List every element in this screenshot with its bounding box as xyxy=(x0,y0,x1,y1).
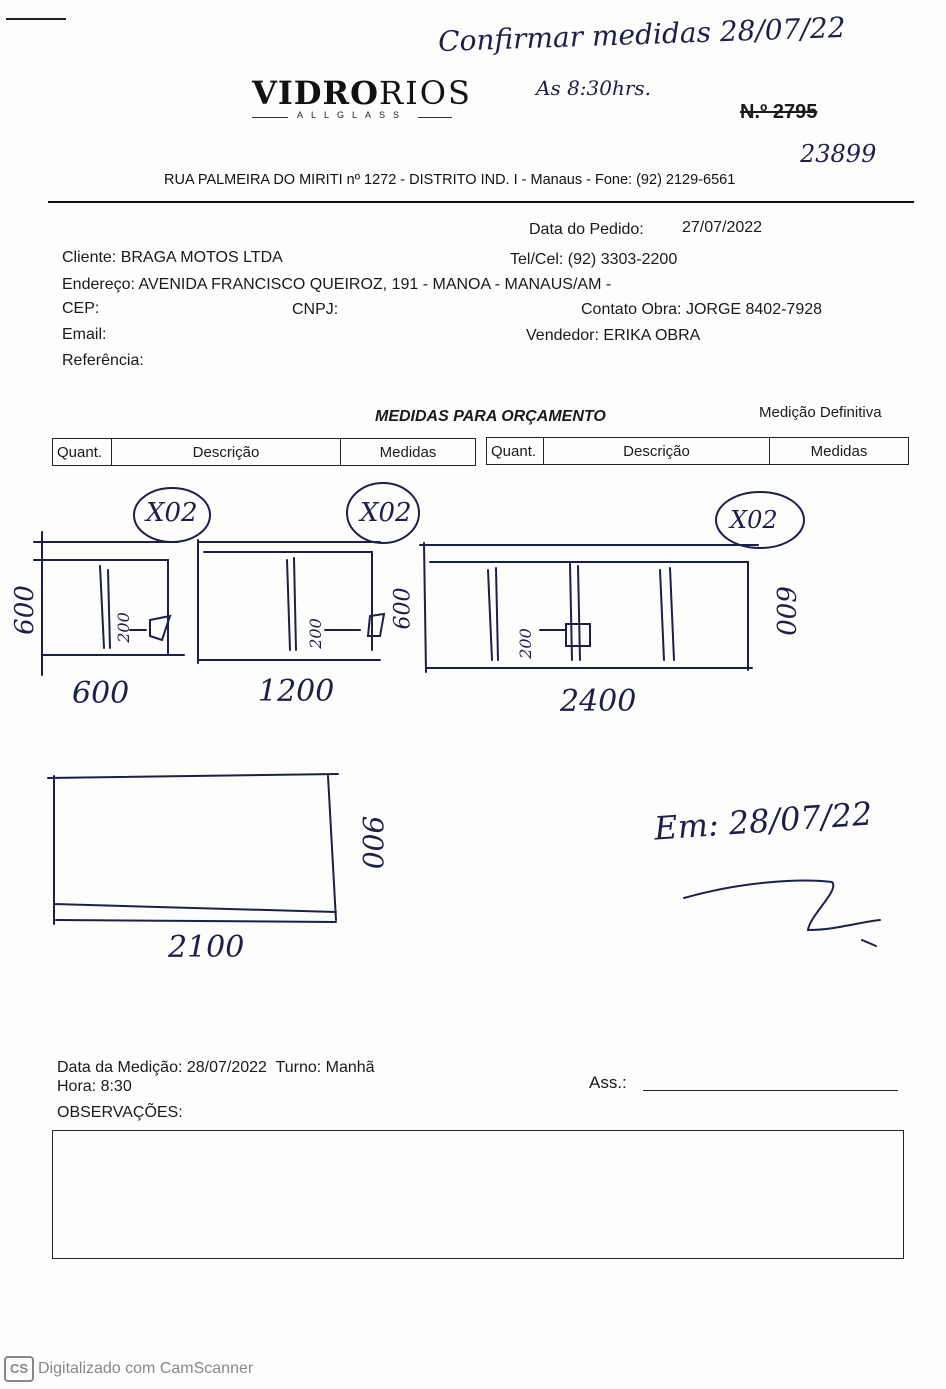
sketch1-sub: 200 xyxy=(113,612,133,643)
observations-box[interactable] xyxy=(52,1130,904,1259)
site-contact: Contato Obra: JORGE 8402-7928 xyxy=(581,301,823,318)
camscanner-logo-icon: CS xyxy=(4,1356,34,1382)
sketch3-height: 600 xyxy=(769,586,800,636)
client-name: Cliente: BRAGA MOTOS LTDA xyxy=(62,249,283,266)
sketch3-width: 2400 xyxy=(560,684,637,719)
sketch2-sub: 200 xyxy=(305,618,325,649)
handwritten-signature xyxy=(684,881,880,946)
scanner-footer xyxy=(4,1356,253,1382)
logo-brand-bold: VIDRO xyxy=(252,74,380,112)
measure-date-shift: Data da Medição: 28/07/2022 Turno: Manhã xyxy=(57,1059,375,1076)
sketch3-sub: 200 xyxy=(515,628,535,659)
signature-line xyxy=(643,1090,898,1091)
cep-label: CEP: xyxy=(62,300,100,317)
printed-order-number: N.º 2795 xyxy=(740,101,818,123)
sketch1-width: 600 xyxy=(72,676,130,711)
sketch1-height: 600 xyxy=(9,585,40,635)
handwritten-note-line2: As 8:30hrs. xyxy=(536,76,652,100)
reference-label: Referência: xyxy=(62,352,144,369)
client-phone: Tel/Cel: (92) 3303-2200 xyxy=(510,251,678,268)
email-label: Email: xyxy=(62,326,107,343)
col-meas-right: Medidas xyxy=(770,438,909,465)
sketch3-qty: X02 xyxy=(730,506,778,534)
sketch4-height: 900 xyxy=(356,815,390,870)
col-qty-left: Quant. xyxy=(53,439,112,466)
order-date-value: 27/07/2022 xyxy=(682,219,763,236)
col-qty-right: Quant. xyxy=(487,438,544,465)
sketch2-qty: X02 xyxy=(360,498,412,528)
sketch2-height: 600 xyxy=(390,587,416,630)
measures-type: Medição Definitiva xyxy=(759,404,882,421)
sketch4-width: 2100 xyxy=(168,930,245,965)
col-desc-right: Descrição xyxy=(544,438,770,465)
logo-subtitle: ALLGLASS xyxy=(296,110,408,120)
sketch1-qty: X02 xyxy=(146,498,198,528)
handwritten-order-number: 23899 xyxy=(800,140,877,168)
sketch2-width: 1200 xyxy=(258,674,335,709)
em-date-note: Em: 28/07/22 xyxy=(652,794,874,848)
scanner-footer-text: Digitalizado com CamScanner xyxy=(38,1360,254,1377)
sketch-window-4 xyxy=(48,774,338,924)
measure-hour: Hora: 8:30 xyxy=(57,1078,132,1095)
order-date-label: Data do Pedido: xyxy=(529,221,644,238)
signature-label: Ass.: xyxy=(589,1073,627,1092)
col-meas-left: Medidas xyxy=(341,439,476,466)
client-address: Endereço: AVENIDA FRANCISCO QUEIROZ, 191 - MANOA - MANAUS/AM - xyxy=(62,276,612,293)
seller: Vendedor: ERIKA OBRA xyxy=(526,327,701,344)
logo-brand-light: RIOS xyxy=(379,74,472,112)
observations-label: OBSERVAÇÕES: xyxy=(57,1104,183,1121)
measures-title: MEDIDAS PARA ORÇAMENTO xyxy=(375,408,606,425)
handwritten-note-line1: Confirmar medidas 28/07/22 xyxy=(437,10,846,59)
cnpj-label: CNPJ: xyxy=(292,301,339,318)
col-desc-left: Descrição xyxy=(112,439,341,466)
company-address: RUA PALMEIRA DO MIRITI nº 1272 - DISTRITO IND. I - Manaus - Fone: (92) 2129-6561 xyxy=(164,172,736,188)
